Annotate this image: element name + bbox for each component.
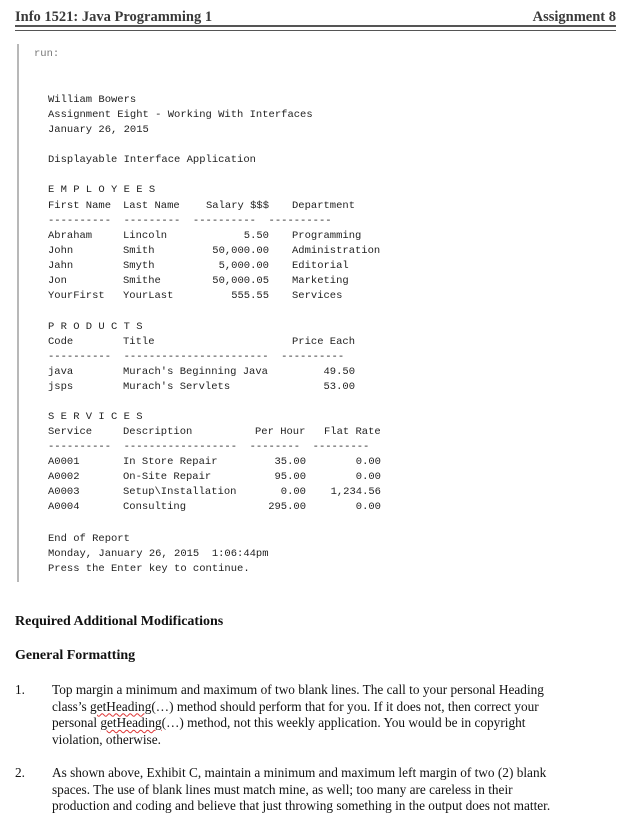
general-formatting-heading: General Formatting [15, 648, 136, 663]
emp-row-1-first: Abraham [48, 230, 93, 242]
svc-dashes: ---------- ------------------ -------- --------- [48, 441, 370, 453]
svc-row-2-service: A0002 [48, 471, 80, 483]
emp-dashes: ---------- --------- ---------- ---------- [48, 215, 332, 227]
end-of-report: End of Report [48, 533, 130, 545]
svc-row-4-flat-rate: 0.00 [355, 501, 381, 513]
assignment-line: Assignment Eight - Working With Interfaces [48, 109, 313, 121]
emp-row-1-last: Lincoln [123, 230, 168, 242]
page-header [15, 4, 616, 26]
emp-row-4-first: Jon [48, 275, 67, 287]
emp-row-5-last: YourLast [123, 290, 174, 302]
required-heading: Required Additional Modifications [15, 614, 224, 629]
item-1-line-1: Top margin a minimum and maximum of two blank lines. The call to your personal Heading [52, 682, 544, 697]
assignment-label: Assignment 8 [532, 9, 616, 25]
app-title: Displayable Interface Application [48, 154, 256, 166]
svc-row-4-service: A0004 [48, 501, 80, 513]
emp-row-3-dept: Editorial [292, 260, 349, 272]
prod-header-price: Price Each [292, 336, 356, 348]
emp-header-salary: Salary $$$ [206, 200, 270, 212]
svc-row-3-flat-rate: 1,234.56 [330, 486, 381, 498]
emp-header-dept: Department [292, 200, 356, 212]
svc-header-flat-rate: Flat Rate [324, 426, 381, 438]
emp-row-2-last: Smith [123, 245, 155, 257]
svc-header-service: Service [48, 426, 93, 438]
prod-header-code: Code [48, 336, 74, 348]
svc-row-3-per-hour: 0.00 [280, 486, 306, 498]
svc-row-2-flat-rate: 0.00 [355, 471, 381, 483]
svc-row-3-description: Setup\Installation [123, 486, 237, 498]
emp-row-1-salary: 5.50 [243, 230, 269, 242]
emp-row-1-dept: Programming [292, 230, 362, 242]
prod-row-1-code: java [48, 366, 74, 378]
svc-header-per-hour: Per Hour [255, 426, 306, 438]
products-title: P R O D U C T S [48, 321, 143, 333]
prod-row-1-price: 49.50 [323, 366, 355, 378]
item-2-line-3: production and coding and believe that just throwing something in the output does not matter. [52, 798, 551, 813]
svc-row-4-per-hour: 295.00 [268, 501, 306, 513]
item-1-number: 1. [15, 682, 25, 697]
header-rule [15, 25, 616, 27]
svc-row-1-per-hour: 35.00 [274, 456, 306, 468]
prod-row-2-code: jsps [48, 381, 74, 393]
student-name: William Bowers [48, 94, 137, 106]
emp-row-2-first: John [48, 245, 74, 257]
press-enter-prompt: Press the Enter key to continue. [48, 563, 250, 575]
item-1-line-2: class’s getHeading(…) method should perform that for you. If it does not, then correct your [52, 698, 539, 714]
svc-row-1-service: A0001 [48, 456, 80, 468]
item-1-line-3: personal getHeading(…) method, not this weekly application. You would be in copyright [52, 715, 526, 730]
emp-row-5-first: YourFirst [48, 290, 105, 302]
report-timestamp: Monday, January 26, 2015 1:06:44pm [48, 548, 269, 560]
item-2-line-1: As shown above, Exhibit C, maintain a minimum and maximum left margin of two (2) blank [52, 765, 547, 780]
item-1-line-4: violation, otherwise. [52, 731, 161, 747]
emp-row-4-last: Smithe [123, 275, 161, 287]
emp-row-5-dept: Services [292, 290, 343, 302]
svc-row-1-flat-rate: 0.00 [355, 456, 381, 468]
emp-row-3-salary: 5,000.00 [218, 260, 269, 272]
svc-row-2-per-hour: 95.00 [274, 471, 306, 483]
item-2-number: 2. [15, 765, 25, 780]
prod-row-1-title: Murach's Beginning Java [123, 366, 268, 378]
prod-header-title: Title [123, 336, 155, 348]
emp-row-4-salary: 50,000.05 [212, 275, 269, 287]
services-title: S E R V I C E S [48, 411, 143, 423]
prod-row-2-price: 53.00 [323, 381, 355, 393]
emp-header-last: Last Name [123, 200, 180, 212]
console-run: run: [34, 48, 60, 60]
svc-row-4-description: Consulting [123, 501, 187, 513]
emp-row-4-dept: Marketing [292, 275, 349, 287]
item-2-line-2: spaces. The use of blank lines must match mine, as well; too many are careless in their [52, 781, 513, 797]
console-output [17, 44, 417, 582]
header-rule-thin [15, 30, 616, 31]
prod-row-2-title: Murach's Servlets [123, 381, 231, 393]
svc-row-2-description: On-Site Repair [123, 471, 212, 483]
employees-title: E M P L O Y E E S [48, 184, 156, 196]
svc-header-description: Description [123, 426, 193, 438]
emp-row-2-salary: 50,000.00 [212, 245, 269, 257]
emp-row-3-first: Jahn [48, 260, 74, 272]
course-title: Info 1521: Java Programming 1 [15, 9, 213, 25]
prod-dashes: ---------- ----------------------- ---------- [48, 351, 345, 363]
emp-header-first: First Name [48, 200, 112, 212]
svc-row-3-service: A0003 [48, 486, 80, 498]
emp-row-5-salary: 555.55 [231, 290, 269, 302]
svc-row-1-description: In Store Repair [123, 456, 218, 468]
emp-row-2-dept: Administration [292, 245, 381, 257]
date-line: January 26, 2015 [48, 124, 149, 136]
emp-row-3-last: Smyth [123, 260, 155, 272]
